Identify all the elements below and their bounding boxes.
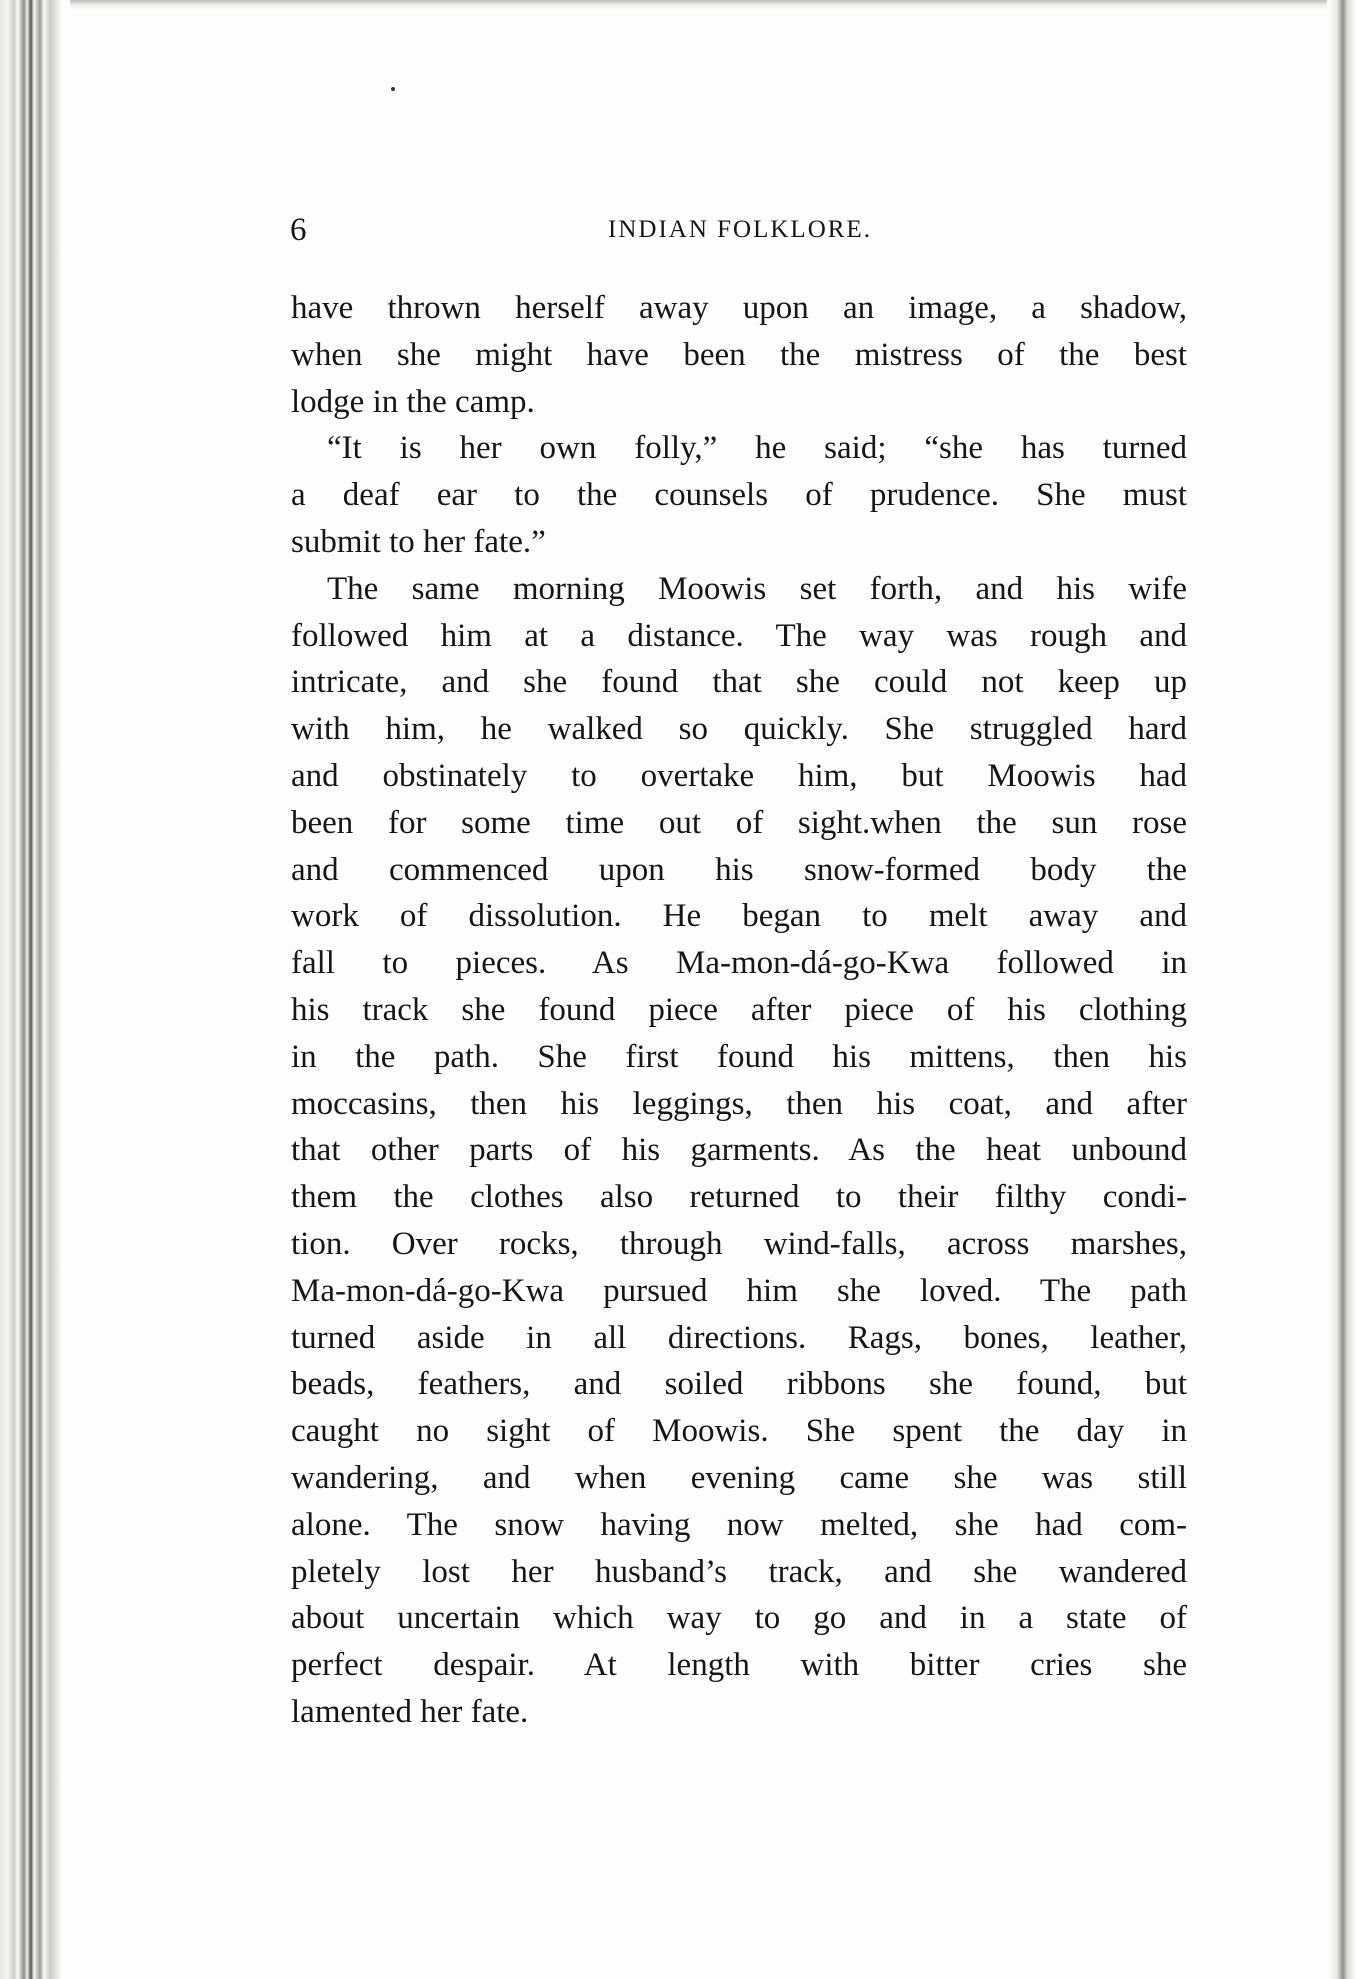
text-line: pletely lost her husband’s track, and she wandered bbox=[291, 1553, 1187, 1590]
text-line: perfect despair. At length with bitter cries she bbox=[291, 1647, 1187, 1684]
text-line: The same morning Moowis set forth, and his wife bbox=[327, 570, 1187, 607]
paragraph bbox=[291, 425, 1187, 565]
text-line: and commenced upon his snow-formed body the bbox=[291, 851, 1187, 888]
page-binding-edge bbox=[0, 0, 70, 1979]
page-right-edge bbox=[1327, 0, 1357, 1979]
text-line: lodge in the camp. bbox=[291, 383, 535, 420]
paragraph bbox=[291, 285, 1187, 425]
text-line: them the clothes also returned to their filthy condi- bbox=[291, 1179, 1187, 1216]
text-line: and obstinately to overtake him, but Moowis had bbox=[291, 757, 1187, 794]
text-line: intricate, and she found that she could not keep up bbox=[291, 664, 1187, 701]
text-line: fall to pieces. As Ma-mon-dá-go-Kwa followed in bbox=[291, 945, 1187, 982]
text-line: submit to her fate.” bbox=[291, 523, 546, 560]
text-line: have thrown herself away upon an image, a shadow, bbox=[291, 290, 1187, 326]
page-number: 6 bbox=[290, 212, 307, 248]
text-line: his track she found piece after piece of his clothing bbox=[291, 991, 1187, 1028]
text-line: followed him at a distance. The way was rough and bbox=[291, 617, 1187, 654]
text-line: been for some time out of sight.when the sun rose bbox=[291, 804, 1187, 841]
running-head bbox=[290, 205, 1190, 255]
text-line: when she might have been the mistress of the best bbox=[291, 336, 1187, 373]
text-line: in the path. She first found his mittens, then his bbox=[291, 1038, 1187, 1075]
text-line: work of dissolution. He began to melt away and bbox=[291, 898, 1187, 935]
text-line: moccasins, then his leggings, then his coat, and after bbox=[291, 1085, 1187, 1122]
text-line: with him, he walked so quickly. She struggled hard bbox=[291, 711, 1187, 748]
text-line: wandering, and when evening came she was still bbox=[291, 1459, 1187, 1496]
text-line: lamented her fate. bbox=[291, 1693, 529, 1730]
text-line: about uncertain which way to go and in a state of bbox=[291, 1600, 1187, 1637]
text-line: turned aside in all directions. Rags, bones, leather, bbox=[291, 1319, 1187, 1356]
text-line: alone. The snow having now melted, she had com- bbox=[291, 1506, 1187, 1543]
body-text bbox=[291, 285, 1187, 1736]
ink-speck bbox=[391, 87, 395, 91]
page-top-edge bbox=[0, 0, 1357, 10]
text-line: a deaf ear to the counsels of prudence. She must bbox=[291, 477, 1187, 514]
text-line: beads, feathers, and soiled ribbons she found, but bbox=[291, 1366, 1187, 1403]
text-line: that other parts of his garments. As the heat unbound bbox=[291, 1132, 1187, 1169]
text-line: Ma-mon-dá-go-Kwa pursued him she loved. The path bbox=[291, 1272, 1187, 1309]
text-line: “It is her own folly,” he said; “she has turned bbox=[327, 430, 1187, 467]
text-line: caught no sight of Moowis. She spent the day in bbox=[291, 1413, 1187, 1450]
running-title: INDIAN FOLKLORE. bbox=[608, 216, 872, 243]
text-line: tion. Over rocks, through wind-falls, across marshes, bbox=[291, 1225, 1187, 1262]
paragraph bbox=[291, 566, 1187, 1736]
